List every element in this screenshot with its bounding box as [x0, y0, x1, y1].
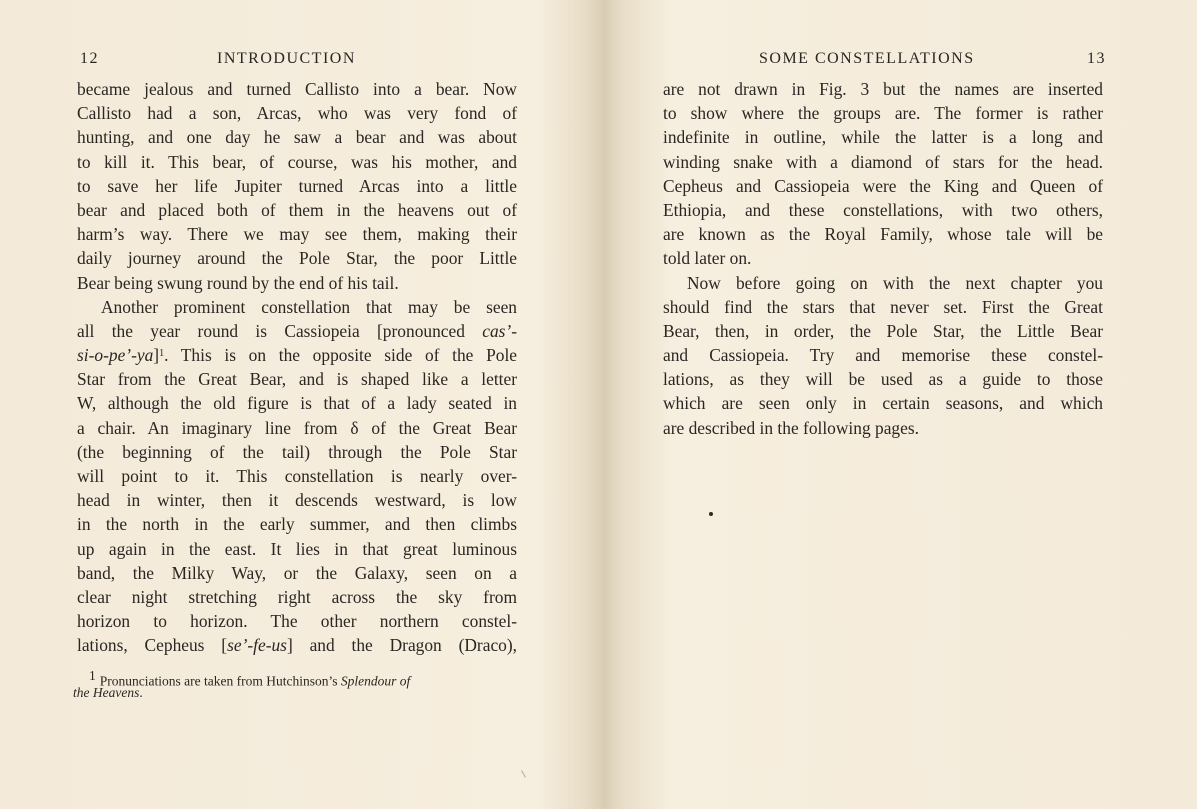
text-line: which are seen only in certain seasons, and which	[663, 393, 1103, 414]
text-line: Cepheus and Cassiopeia were the King and Queen of	[663, 175, 1103, 196]
footnote-line	[73, 668, 518, 689]
line-text: lations, Cepheus [	[77, 635, 228, 656]
text-line	[77, 343, 517, 367]
text-line: hunting, and one day he saw a bear and was about	[77, 127, 517, 148]
left-page	[0, 0, 598, 809]
footnote-marker: 1	[89, 668, 96, 683]
text-line: W, although the old figure is that of a lady seated in	[77, 393, 517, 414]
line-text: ] and the Dragon (Draco),	[286, 635, 517, 656]
footnote-reference: 1	[159, 348, 165, 360]
text-line: Callisto had a son, Arcas, who was very fond of	[77, 103, 517, 124]
text-line: are not drawn in Fig. 3 but the names are inserted	[663, 79, 1103, 99]
text-line: bear and placed both of them in the heavens out of	[77, 199, 517, 220]
text-line: harm’s way. There we may see them, making their	[77, 224, 517, 245]
text-line: indefinite in outline, while the latter is a long and	[663, 127, 1103, 148]
text-line: in the north in the early summer, and then climbs	[77, 514, 517, 535]
line-text: . This is on the opposite side of the Pole	[164, 345, 517, 366]
text-line: Ethiopia, and these constellations, with two others,	[663, 199, 1103, 220]
text-line: are known as the Royal Family, whose tale will be	[663, 224, 1103, 245]
text-line: Another prominent constellation that may be seen	[101, 296, 517, 317]
line-text: all the year round is Cassiopeia [pronounced	[77, 320, 483, 341]
pronunciation: si-o-pe’-ya	[77, 345, 154, 366]
running-head: SOME CONSTELLATIONS	[759, 50, 975, 67]
pronunciation: se’-fe-us	[227, 635, 287, 656]
text-line: head in winter, then it descends westward, is low	[77, 490, 517, 511]
text-line: band, the Milky Way, or the Galaxy, seen on a	[77, 562, 517, 583]
text-line	[77, 319, 517, 343]
text-line: to show where the groups are. The former is rather	[663, 103, 1103, 124]
text-line: winding snake with a diamond of stars for the head.	[663, 151, 1103, 172]
pronunciation: cas’-	[482, 320, 517, 341]
text-line: became jealous and turned Callisto into a bear. Now	[77, 79, 517, 99]
text-line: told later on.	[663, 248, 752, 269]
footnote-text: .	[139, 684, 143, 700]
text-line	[77, 633, 517, 657]
text-line: (the beginning of the tail) through the Pole Star	[77, 441, 517, 462]
text-line: horizon to horizon. The other northern constel-	[77, 611, 517, 632]
running-head: INTRODUCTION	[217, 50, 356, 67]
text-line: a chair. An imaginary line from δ of the Great Bear	[77, 417, 517, 438]
text-line: lations, as they will be used as a guide to those	[663, 369, 1103, 390]
footnote-text: Pronunciations are taken from Hutchinson’s	[99, 673, 341, 689]
paper-mark	[521, 770, 526, 777]
bracket: ]	[153, 345, 160, 366]
text-line: daily journey around the Pole Star, the poor Little	[77, 248, 517, 269]
text-line: clear night stretching right across the sky from	[77, 586, 517, 607]
right-page	[599, 0, 1197, 809]
book-title: Splendour of	[340, 673, 411, 689]
page-number: 13	[1087, 50, 1106, 67]
text-line: and Cassiopeia. Try and memorise these constel-	[663, 345, 1103, 366]
text-line: Now before going on with the next chapter you	[687, 272, 1103, 293]
text-line: should find the stars that never set. First the Great	[663, 296, 1103, 317]
text-line: up again in the east. It lies in that great luminous	[77, 538, 517, 559]
text-line: Bear being swung round by the end of his tail.	[77, 272, 399, 293]
text-line: are described in the following pages.	[663, 417, 919, 438]
ink-speck	[709, 512, 713, 516]
footnote	[73, 668, 518, 701]
text-line: to save her life Jupiter turned Arcas into a little	[77, 175, 517, 196]
page-number: 12	[80, 50, 99, 67]
text-line: will point to it. This constellation is nearly over-	[77, 466, 517, 486]
text-line: Bear, then, in order, the Pole Star, the Little Bear	[663, 320, 1103, 341]
body-text	[663, 77, 1103, 440]
text-line: to kill it. This bear, of course, was his mother, and	[77, 151, 517, 172]
book-title: the Heavens	[73, 684, 140, 700]
body-text	[77, 77, 517, 658]
text-line: Star from the Great Bear, and is shaped like a letter	[77, 369, 517, 390]
